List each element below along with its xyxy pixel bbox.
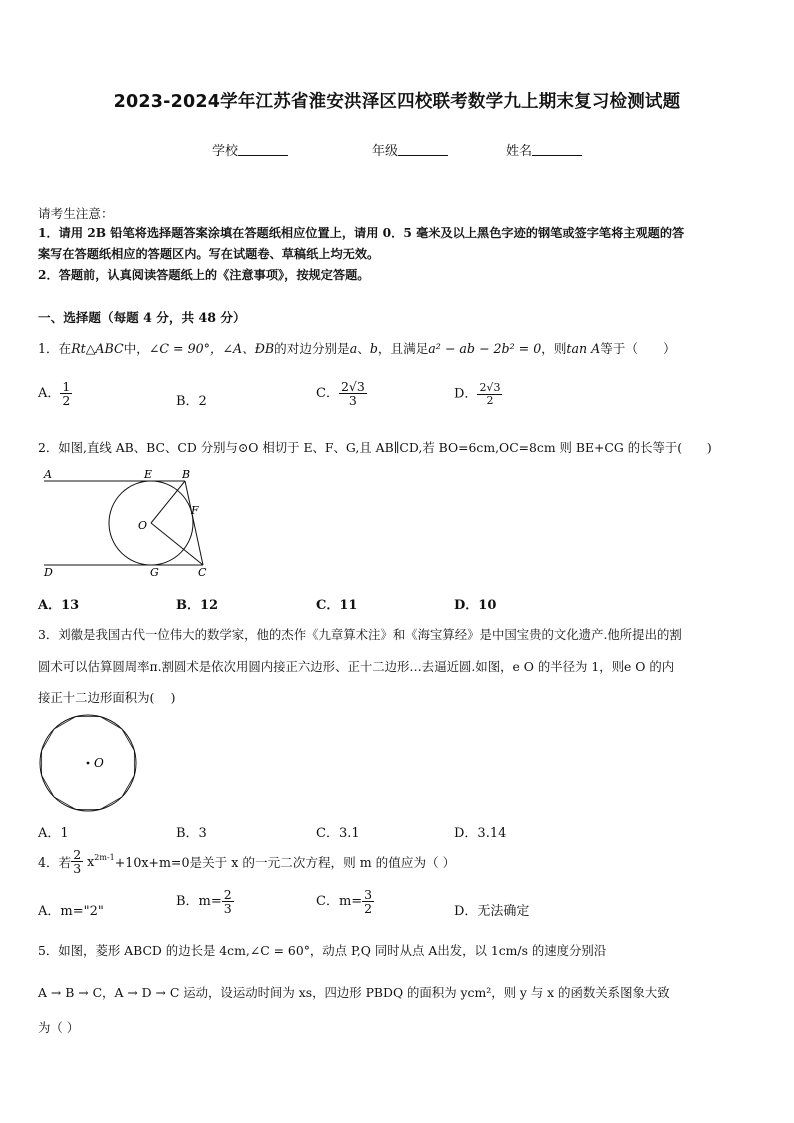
q1-option-a: A． $\frac{1}{2}$ bbox=[38, 379, 71, 409]
center-dot bbox=[87, 762, 90, 765]
grade-field bbox=[372, 140, 448, 159]
q3-line3: 接正十二边形面积为( ) bbox=[38, 690, 176, 705]
q2-figure bbox=[38, 466, 218, 580]
q4-option-a: A．m="2" bbox=[38, 904, 104, 919]
q3-option-d: D．3.14 bbox=[454, 826, 507, 841]
school-field bbox=[212, 140, 288, 159]
q1-option-b: B．2 bbox=[176, 394, 207, 409]
label-o: O bbox=[138, 519, 148, 532]
q4-option-c: C．m= $\frac{3}{2}$ bbox=[316, 887, 373, 917]
q4-option-d: D．无法确定 bbox=[454, 904, 530, 919]
grade-blank bbox=[398, 143, 448, 156]
q3-option-c: C．3.1 bbox=[316, 826, 360, 841]
q1-option-c: C． $\frac{2√3}{3}$ bbox=[316, 379, 365, 409]
q5-line2: A → B → C，A → D → C 运动，设运动时间为 xs，四边形 PBDQ 的面积为 ycm²，则 y 与 x 的函数关系图象大致 bbox=[38, 985, 670, 1000]
school-label: 学校 bbox=[212, 144, 239, 159]
q3-figure bbox=[38, 714, 142, 814]
label-o: O bbox=[94, 756, 104, 770]
page-title: 2023-2024学年江苏省淮安洪泽区四校联考数学九上期末复习检测试题 bbox=[113, 92, 681, 112]
label-c: C bbox=[198, 566, 207, 579]
q1-option-d: D． $\frac{2√3}{2}$ bbox=[454, 381, 501, 407]
notice-item1b: 案写在答题纸相应的答题区内。写在试题卷、草稿纸上均无效。 bbox=[38, 247, 380, 261]
label-a: A bbox=[44, 468, 52, 481]
q3-option-a: A．1 bbox=[38, 826, 69, 841]
q4-option-b: B．m= $\frac{2}{3}$ bbox=[176, 887, 232, 917]
school-blank bbox=[238, 143, 288, 156]
q2-option-c: C．11 bbox=[316, 598, 358, 613]
label-d: D bbox=[44, 566, 53, 579]
q2-option-a: A．13 bbox=[38, 598, 80, 613]
q2-option-d: D．10 bbox=[454, 598, 497, 613]
section-choice-title: 一、选择题（每题 4 分，共 48 分） bbox=[38, 310, 246, 325]
q5-line1: 5．如图，菱形 ABCD 的边长是 4cm,∠C = 60°，动点 P,Q 同时从点 A出发，以 1cm/s 的速度分别沿 bbox=[38, 943, 607, 958]
label-g: G bbox=[150, 566, 159, 579]
q3-line1: 3．刘徽是我国古代一位伟大的数学家，他的杰作《九章算术注》和《海宝算经》是中国宝贵的文化遗产.他所提出的割 bbox=[38, 627, 682, 642]
name-field bbox=[506, 140, 582, 159]
label-b: B bbox=[182, 468, 191, 481]
q4-stem: 4．若 $\frac{2}{3}$ $x^{2m-1}+10x+m=0$是关于 x 的一元二次方程，则 m 的值应为（ ） bbox=[38, 847, 456, 877]
label-f: F bbox=[191, 504, 199, 517]
label-e: E bbox=[144, 468, 153, 481]
name-blank bbox=[532, 143, 582, 156]
q2-option-b: B．12 bbox=[176, 598, 219, 613]
grade-label: 年级 bbox=[372, 144, 399, 159]
name-label: 姓名 bbox=[506, 144, 533, 159]
segment-ob bbox=[151, 481, 185, 523]
notice-item2: 2．答题前，认真阅读答题纸上的《注意事项》，按规定答题。 bbox=[38, 268, 370, 282]
q5-line3: 为（ ） bbox=[38, 1020, 80, 1035]
q3-option-b: B．3 bbox=[176, 826, 207, 841]
notice-head: 请考生注意： bbox=[38, 206, 114, 221]
q2-stem: 2．如图,直线 AB、BC、CD 分别与⊙O 相切于 E、F、G,且 AB∥CD,若 BO=6cm,OC=8cm 则 BE+CG 的长等于( ) bbox=[38, 440, 712, 455]
q3-line2: 圆术可以估算圆周率π.割圆术是依次用圆内接正六边形、正十二边形…去逼近圆.如图，e O 的半径为 1，则e O 的内 bbox=[38, 659, 675, 674]
q1-stem: 1．在Rt△ABC中，∠C = 90°，∠A、ÐB的对边分别是a、b，且满足a² − ab − 2b² = 0，则tan A等于（ ） bbox=[38, 341, 676, 356]
notice-item1a: 1．请用 2B 铅笔将选择题答案涂填在答题纸相应位置上，请用 0．5 毫米及以上黑色字迹的钢笔或签字笔将主观题的答 bbox=[38, 226, 685, 240]
